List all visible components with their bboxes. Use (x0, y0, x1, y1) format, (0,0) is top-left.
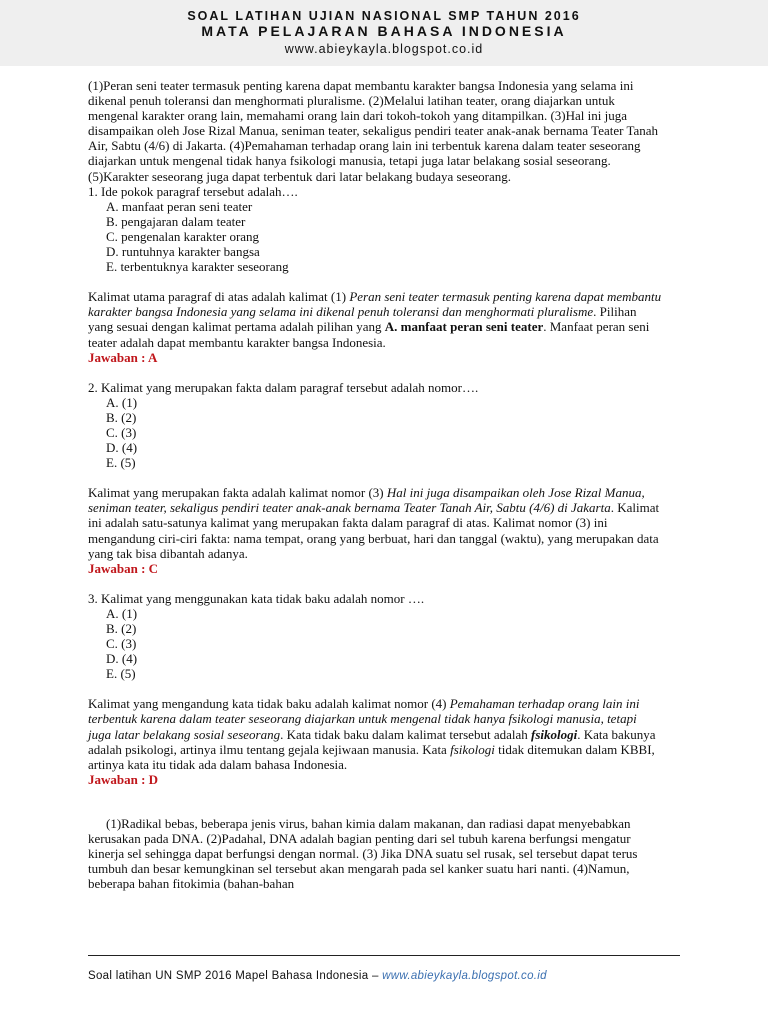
q3-option-a: A. (1) (106, 605, 138, 621)
q1-explanation: Kalimat utama paragraf di atas adalah kalimat (1) Peran seni teater termasuk penting karena dapat membantu karakter bangsa Indonesia yang selama ini dikenal penuh toleransi dan menghormati pluralisme. Pilihan yang sesuai dengan kalimat pertama adalah pilihan yang A. manfaat peran seni teater. Manfaat peran seni teater adalah dapat membantu karakter bangsa Indonesia. (88, 289, 662, 350)
page-footer (88, 970, 547, 982)
q1-option-c: C. pengenalan karakter orang (106, 228, 260, 244)
header-subject: MATA PELAJARAN BAHASA INDONESIA (201, 23, 567, 39)
footer-text: Soal latihan UN SMP 2016 Mapel Bahasa Indonesia – (88, 970, 383, 982)
q1-option-a: A. manfaat peran seni teater (106, 198, 253, 214)
q1-option-e: E. terbentuknya karakter seseorang (106, 259, 289, 275)
document-body (88, 78, 662, 891)
q3-option-c: C. (3) (106, 636, 137, 652)
question-2: 2. Kalimat yang merupakan fakta dalam paragraf tersebut adalah nomor…. (88, 379, 479, 395)
q2-explanation: Kalimat yang merupakan fakta adalah kalimat nomor (3) Hal ini juga disampaikan oleh Jose Rizal Manua, seniman teater, sekaligus pendiri teater anak-anak bernama Teater Tanah Air, Sabtu (4/6) di Jakarta. Kalimat ini adalah satu-satunya kalimat yang merupakan fakta dalam paragraf di atas. Kalimat nomor (3) ini mengandung ciri-ciri fakta: nama tempat, orang yang berbuat, hari dan tanggal (waktu), yang merupakan data yang tak bisa dibantah adanya. (88, 485, 660, 561)
q2-answer: Jawaban : C (88, 560, 159, 576)
question-3: 3. Kalimat yang menggunakan kata tidak baku adalah nomor …. (88, 590, 425, 606)
q2-option-b: B. (2) (106, 409, 137, 425)
q1-option-b: B. pengajaran dalam teater (106, 213, 246, 229)
passage-1: (1)Peran seni teater termasuk penting karena dapat membantu karakter bangsa Indonesia yang selama ini dikenal penuh toleransi dan menghormati pluralisme. (2)Melalui latihan teater, orang diajarkan untuk mengenal karakter orang lain, memahami orang lain dari tokoh-tokoh yang ditampilkan. (3)Hal ini juga disampaikan oleh Jose Rizal Manua, seniman teater, sekaligus pendiri teater anak-anak bernama Teater Tanah Air, Sabtu (4/6) di Jakarta. (4)Pemahaman terhadap orang lain ini terbentuk karena dalam teater seseorang diajarkan untuk mengenal tidak hanya fsikologi manusia, tetapi juga latar belakang sosial seseorang. (5)Karakter seseorang juga dapat terbentuk dari latar belakang budaya seseorang. (88, 78, 659, 184)
q2-option-c: C. (3) (106, 424, 137, 440)
document-header (0, 0, 768, 66)
footer-link[interactable]: www.abieykayla.blogspot.co.id (382, 970, 547, 982)
q3-option-b: B. (2) (106, 621, 137, 636)
q3-option-e: E. (5) (106, 666, 136, 682)
q2-option-e: E. (5) (106, 455, 136, 471)
header-website: www.abieykayla.blogspot.co.id (284, 42, 484, 56)
header-title: SOAL LATIHAN UJIAN NASIONAL SMP TAHUN 2016 (187, 9, 581, 23)
q2-option-d: D. (4) (106, 440, 138, 456)
q3-answer: Jawaban : D (88, 771, 159, 787)
passage-2: (1)Radikal bebas, beberapa jenis virus, bahan kimia dalam makanan, dan radiasi dapat menyebabkan kerusakan pada DNA. (2)Padahal, DNA adalah bagian penting dari sel tubuh karena berfungsi mengatur kinerja sel sehingga dapat berfungsi dengan normal. (3) Jika DNA suatu sel rusak, sel tersebut dapat terus tumbuh dan besar kemungkinan sel tersebut akan mengarah pada sel kanker suatu hari nanti. (4)Namun, beberapa bahan fitokimia (bahan-bahan (88, 815, 638, 892)
q1-answer: Jawaban : A (88, 349, 158, 365)
q3-explanation: Kalimat yang mengandung kata tidak baku adalah kalimat nomor (4) Pemahaman terhadap orang lain ini terbentuk karena dalam teater seseorang diajarkan untuk mengenal tidak hanya fsikologi manusia, tetapi juga latar belakang sosial seseorang. Kata tidak baku dalam kalimat tersebut adalah fsikologi. Kata bakunya adalah psikologi, artinya ilmu tentang gejala kejiwaan manusia. Kata fsikologi tidak ditemukan dalam KBBI, artinya kata itu tidak ada dalam bahasa Indonesia. (88, 696, 656, 772)
question-1: 1. Ide pokok paragraf tersebut adalah…. (88, 183, 298, 199)
q1-option-d: D. runtuhnya karakter bangsa (106, 244, 260, 260)
q3-option-d: D. (4) (106, 651, 138, 667)
footer-divider (88, 955, 680, 956)
q2-option-a: A. (1) (106, 394, 138, 410)
